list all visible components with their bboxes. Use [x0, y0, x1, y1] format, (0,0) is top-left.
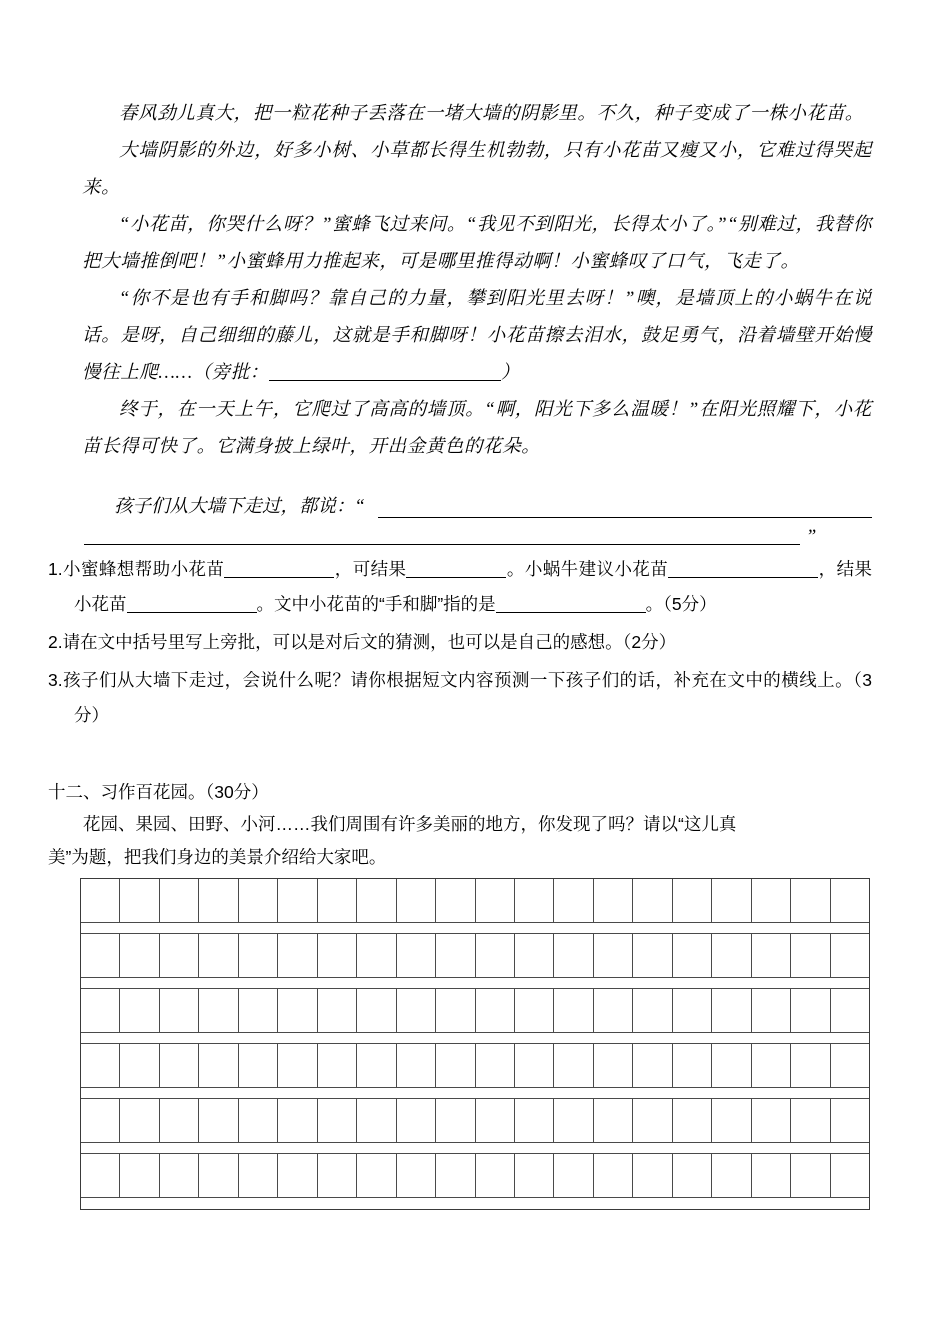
writing-grid-cell[interactable]: [515, 1154, 554, 1197]
writing-grid-cell[interactable]: [752, 1154, 791, 1197]
writing-grid-cell[interactable]: [476, 1099, 515, 1142]
writing-grid-cell[interactable]: [594, 1044, 633, 1087]
question-1-seg6: 。: [645, 594, 664, 614]
writing-grid-gap-row: [81, 923, 869, 934]
writing-grid-cell[interactable]: [831, 989, 869, 1032]
question-1-blank-5[interactable]: [496, 597, 646, 613]
writing-grid-cell[interactable]: [81, 879, 120, 922]
writing-grid-cell[interactable]: [831, 1099, 869, 1142]
writing-grid-cell[interactable]: [712, 989, 751, 1032]
writing-grid-cell[interactable]: [712, 934, 751, 977]
writing-grid-cell[interactable]: [476, 879, 515, 922]
writing-grid-cell[interactable]: [594, 934, 633, 977]
writing-grid-cell[interactable]: [476, 989, 515, 1032]
writing-grid-cell[interactable]: [81, 989, 120, 1032]
writing-grid-cell[interactable]: [633, 1154, 672, 1197]
writing-grid-cell[interactable]: [357, 879, 396, 922]
writing-grid-gap-row: [81, 978, 869, 989]
question-1-blank-3[interactable]: [668, 562, 818, 578]
passage-paragraph-1: 春风劲儿真大，把一粒花种子丢落在一堵大墙的阴影里。不久，种子变成了一株小花苗。: [119, 104, 864, 124]
writing-grid-cell[interactable]: [752, 1099, 791, 1142]
composition-prompt: [48, 808, 872, 874]
question-1-score: （5分）: [663, 594, 717, 614]
writing-grid-cell[interactable]: [554, 879, 593, 922]
question-1-seg1: 小蜜蜂想帮助小花苗: [62, 559, 225, 579]
writing-grid-cell[interactable]: [831, 1044, 869, 1087]
writing-grid-cell[interactable]: [120, 989, 159, 1032]
question-3: [48, 663, 872, 733]
writing-grid-cell[interactable]: [436, 934, 475, 977]
writing-grid-cell[interactable]: [239, 1099, 278, 1142]
writing-grid-cell[interactable]: [633, 989, 672, 1032]
composition-prompt-line-1: 花园、果园、田野、小河……我们周围有许多美丽的地方，你发现了吗？请以“这儿真: [83, 814, 737, 834]
question-2-text: 请在文中括号里写上旁批，可以是对后文的猜测，也可以是自己的感想。: [62, 632, 623, 652]
pangpi-answer-blank[interactable]: [269, 364, 501, 381]
writing-grid-cell[interactable]: [397, 879, 436, 922]
writing-grid-cell[interactable]: [752, 934, 791, 977]
writing-grid-cell[interactable]: [120, 1099, 159, 1142]
question-2: [48, 625, 872, 660]
writing-grid-cell[interactable]: [515, 879, 554, 922]
passage-paragraph-2: 大墙阴影的外边，好多小树、小草都长得生机勃勃，只有小花苗又瘦又小，它难过得哭起来。: [82, 141, 872, 198]
writing-grid-cell[interactable]: [120, 1154, 159, 1197]
writing-grid-cell[interactable]: [357, 1154, 396, 1197]
writing-grid-cell[interactable]: [633, 879, 672, 922]
writing-grid-cell[interactable]: [160, 1044, 199, 1087]
writing-grid-cell[interactable]: [515, 934, 554, 977]
question-list: [48, 552, 872, 736]
writing-grid-cell[interactable]: [199, 989, 238, 1032]
question-1: [48, 552, 872, 622]
writing-grid-cell[interactable]: [81, 934, 120, 977]
writing-grid-cell[interactable]: [436, 1044, 475, 1087]
writing-grid-cell[interactable]: [278, 1099, 317, 1142]
writing-grid-cell[interactable]: [791, 1099, 830, 1142]
writing-grid-gap-row: [81, 1088, 869, 1099]
writing-grid-cell[interactable]: [278, 989, 317, 1032]
writing-grid-gap-row: [81, 1033, 869, 1044]
passage-paragraph-4: [82, 281, 872, 392]
writing-grid-cell[interactable]: [199, 1154, 238, 1197]
reading-passage: [82, 96, 872, 466]
writing-grid-cell[interactable]: [160, 934, 199, 977]
writing-grid-cell[interactable]: [712, 1044, 751, 1087]
writing-grid-cell[interactable]: [357, 989, 396, 1032]
writing-grid-cell[interactable]: [515, 1044, 554, 1087]
writing-grid-cell[interactable]: [515, 1099, 554, 1142]
writing-grid-cell[interactable]: [712, 879, 751, 922]
writing-grid-cell[interactable]: [120, 879, 159, 922]
writing-grid-cell[interactable]: [278, 879, 317, 922]
writing-grid-cell[interactable]: [239, 934, 278, 977]
writing-grid-cell[interactable]: [278, 1154, 317, 1197]
question-1-blank-2[interactable]: [406, 562, 506, 578]
passage-paragraph-4-text: “你不是也有手和脚吗？靠自己的力量，攀到阳光里去呀！”噢，是墙顶上的小蜗牛在说话。是呀，自己细细的藤儿，这就是手和脚呀！小花苗擦去泪水，鼓足勇气，沿着墙壁开始慢慢往上爬……（旁批：: [82, 289, 872, 383]
writing-grid-cell[interactable]: [791, 934, 830, 977]
children-quote-line-2: [82, 506, 872, 546]
writing-grid-cell[interactable]: [594, 1154, 633, 1197]
writing-grid-cell[interactable]: [476, 934, 515, 977]
writing-grid-cell[interactable]: [554, 1099, 593, 1142]
composition-prompt-line-2: 美”为题，把我们身边的美景介绍给大家吧。: [48, 847, 387, 867]
writing-grid-cell[interactable]: [239, 1154, 278, 1197]
writing-grid-cell[interactable]: [81, 1044, 120, 1087]
writing-grid-cell[interactable]: [633, 1044, 672, 1087]
question-1-number: 1.: [48, 559, 63, 579]
writing-grid-row[interactable]: [81, 1099, 869, 1143]
writing-grid-cell[interactable]: [633, 1099, 672, 1142]
writing-grid-cell[interactable]: [239, 879, 278, 922]
writing-grid-cell[interactable]: [318, 879, 357, 922]
writing-grid-cell[interactable]: [673, 989, 712, 1032]
writing-grid-cell[interactable]: [831, 879, 869, 922]
writing-grid-cell[interactable]: [397, 989, 436, 1032]
question-2-number: 2.: [48, 632, 63, 652]
writing-grid-cell[interactable]: [831, 934, 869, 977]
writing-grid-cell[interactable]: [318, 934, 357, 977]
quote-close-mark: ”: [806, 527, 817, 547]
writing-grid-cell[interactable]: [357, 1044, 396, 1087]
question-3-score: （3分）: [74, 670, 872, 725]
writing-grid-cell[interactable]: [791, 1154, 830, 1197]
writing-grid-cell[interactable]: [120, 934, 159, 977]
question-1-seg5: 。文中小花苗的“手和脚”指的是: [256, 594, 496, 614]
writing-grid-cell[interactable]: [397, 1044, 436, 1087]
writing-grid-cell[interactable]: [633, 934, 672, 977]
question-3-number: 3.: [48, 670, 63, 690]
writing-grid-cell[interactable]: [712, 1099, 751, 1142]
writing-grid-cell[interactable]: [160, 1154, 199, 1197]
writing-grid-cell[interactable]: [436, 989, 475, 1032]
writing-grid-cell[interactable]: [476, 1044, 515, 1087]
writing-grid-cell[interactable]: [436, 879, 475, 922]
writing-grid-cell[interactable]: [673, 879, 712, 922]
writing-grid-cell[interactable]: [199, 879, 238, 922]
writing-grid-cell[interactable]: [554, 989, 593, 1032]
passage-paragraph-5: 终于，在一天上午，它爬过了高高的墙顶。“啊，阳光下多么温暖！”在阳光照耀下，小花苗长得可快了。它满身披上绿叶，开出金黄色的花朵。: [82, 400, 872, 457]
writing-grid-cell[interactable]: [239, 989, 278, 1032]
writing-grid-cell[interactable]: [397, 1154, 436, 1197]
passage-paragraph-4-close: ）: [500, 363, 521, 383]
writing-grid-cell[interactable]: [554, 1154, 593, 1197]
writing-grid-cell[interactable]: [594, 879, 633, 922]
writing-grid-row[interactable]: [81, 1154, 869, 1198]
question-1-seg2: ，可结果: [334, 559, 407, 579]
writing-grid-row[interactable]: [81, 934, 869, 978]
writing-grid-cell[interactable]: [673, 934, 712, 977]
writing-grid-cell[interactable]: [436, 1154, 475, 1197]
writing-grid-cell[interactable]: [278, 1044, 317, 1087]
writing-grid-cell[interactable]: [160, 989, 199, 1032]
writing-grid-cell[interactable]: [160, 879, 199, 922]
children-answer-rule-2[interactable]: [84, 544, 800, 545]
writing-grid-gap-row: [81, 1198, 869, 1209]
writing-grid-cell[interactable]: [318, 989, 357, 1032]
writing-grid-cell[interactable]: [199, 934, 238, 977]
writing-grid-cell[interactable]: [239, 1044, 278, 1087]
passage-paragraph-3: “小花苗，你哭什么呀？”蜜蜂飞过来问。“我见不到阳光，长得太小了。”“别难过，我替你把大墙推倒吧！”小蜜蜂用力推起来，可是哪里推得动啊！小蜜蜂叹了口气，飞走了。: [82, 215, 872, 272]
writing-grid-cell[interactable]: [199, 1044, 238, 1087]
writing-grid-cell[interactable]: [594, 989, 633, 1032]
writing-grid-cell[interactable]: [752, 1044, 791, 1087]
writing-grid-cell[interactable]: [476, 1154, 515, 1197]
writing-grid-cell[interactable]: [318, 1154, 357, 1197]
question-1-blank-1[interactable]: [224, 562, 334, 578]
writing-grid-cell[interactable]: [554, 934, 593, 977]
writing-grid-cell[interactable]: [554, 1044, 593, 1087]
writing-grid-cell[interactable]: [791, 989, 830, 1032]
writing-grid-cell[interactable]: [673, 1154, 712, 1197]
writing-grid-cell[interactable]: [791, 879, 830, 922]
writing-grid-cell[interactable]: [397, 934, 436, 977]
writing-grid-cell[interactable]: [278, 934, 317, 977]
writing-grid-cell[interactable]: [160, 1099, 199, 1142]
writing-grid-cell[interactable]: [752, 989, 791, 1032]
composition-section-title: 十二、习作百花园。（30分）: [48, 782, 269, 802]
writing-grid-cell[interactable]: [752, 879, 791, 922]
writing-grid-cell[interactable]: [199, 1099, 238, 1142]
writing-grid-cell[interactable]: [831, 1154, 869, 1197]
composition-writing-grid[interactable]: [80, 878, 870, 1210]
children-quote-lead: 孩子们从大墙下走过，都说：: [114, 497, 355, 517]
writing-grid-cell[interactable]: [357, 1099, 396, 1142]
writing-grid-gap-row: [81, 1143, 869, 1154]
writing-grid-cell[interactable]: [791, 1044, 830, 1087]
writing-grid-cell[interactable]: [712, 1154, 751, 1197]
writing-grid-cell[interactable]: [81, 1154, 120, 1197]
writing-grid-cell[interactable]: [673, 1044, 712, 1087]
writing-grid-cell[interactable]: [81, 1099, 120, 1142]
question-2-score: （2分）: [622, 632, 677, 652]
quote-open-mark: “: [354, 497, 365, 517]
writing-grid-cell[interactable]: [318, 1099, 357, 1142]
question-1-blank-4[interactable]: [127, 597, 257, 613]
writing-grid-row[interactable]: [81, 879, 869, 923]
writing-grid-cell[interactable]: [673, 1099, 712, 1142]
writing-grid-row[interactable]: [81, 989, 869, 1033]
writing-grid-cell[interactable]: [357, 934, 396, 977]
question-3-text: 孩子们从大墙下走过，会说什么呢？请你根据短文内容预测一下孩子们的话，补充在文中的横线上。: [62, 670, 854, 690]
writing-grid-cell[interactable]: [318, 1044, 357, 1087]
question-1-seg4: ，结果小花苗: [74, 559, 873, 614]
writing-grid-cell[interactable]: [436, 1099, 475, 1142]
question-1-seg3: 。小蜗牛建议小花苗: [506, 559, 669, 579]
writing-grid-cell[interactable]: [515, 989, 554, 1032]
writing-grid-cell[interactable]: [397, 1099, 436, 1142]
writing-grid-row[interactable]: [81, 1044, 869, 1088]
writing-grid-cell[interactable]: [120, 1044, 159, 1087]
writing-grid-cell[interactable]: [594, 1099, 633, 1142]
